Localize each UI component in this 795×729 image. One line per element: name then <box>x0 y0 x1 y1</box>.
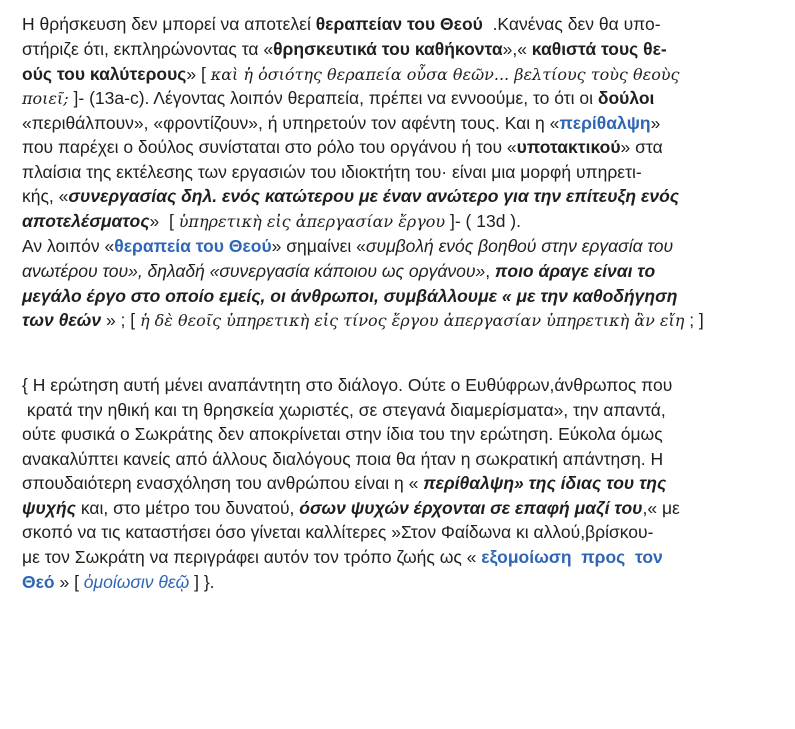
text-segment: δούλοι <box>597 88 655 108</box>
text-segment: ὑπηρετικὴ εἰς ἀπεργασίαν ἔργου <box>178 212 446 231</box>
text-segment: συμβολή ενός βοηθού στην εργασία του <box>365 236 674 256</box>
text-line <box>22 188 679 206</box>
text-line <box>22 164 642 182</box>
text-line <box>22 549 663 567</box>
text-segment: » [ <box>54 572 84 592</box>
text-segment: κρατά την ηθική και τη θρησκεία χωριστές, σε στεγανά διαμερίσματα», την απαντά, <box>22 400 666 420</box>
text-segment: ὁμοίωσιν θεῷ <box>83 572 190 592</box>
text-segment: » στα <box>620 137 663 157</box>
text-segment: » σημαίνει « <box>271 236 366 256</box>
text-line <box>22 238 673 256</box>
text-segment: καθιστά τους θε- <box>531 39 667 59</box>
text-segment: .Κανένας δεν θα υπο- <box>482 14 661 34</box>
text-segment: » ; [ <box>101 310 140 330</box>
text-segment: Αν λοιπόν « <box>22 236 115 256</box>
text-segment: ποιο άραγε είναι το <box>494 261 656 281</box>
text-segment: Η θρήσκευση δεν μπορεί να αποτελεί <box>22 14 316 34</box>
text-segment: ανωτέρου του», δηλαδή «συνεργασία κάποιου ως οργάνου» <box>22 261 486 281</box>
text-line <box>22 263 655 281</box>
text-segment: ,« με <box>642 498 680 518</box>
text-line <box>22 574 215 592</box>
text-segment: καὶ ἡ ὁσιότης θεραπεία οὖσα θεῶν... βελτίους τοὺς θεοὺς <box>210 65 680 84</box>
text-segment: στήριζε ότι, εκπληρώνοντας τα « <box>22 39 274 59</box>
text-segment: υποτακτικού <box>516 137 621 157</box>
text-segment: με τον Σωκράτη να περιγράφει αυτόν τον τρόπο ζωής ως « <box>22 547 482 567</box>
text-line <box>22 312 704 330</box>
text-line <box>22 41 667 59</box>
text-segment: σπουδαιότερη ενασχόληση του ανθρώπου είναι η « <box>22 473 424 493</box>
text-segment: ]- ( 13d ). <box>445 211 521 231</box>
text-segment: θεραπείαν του Θεού <box>315 14 483 34</box>
text-line <box>22 524 653 542</box>
text-segment: μεγάλο έργο στο οποίο εμείς, οι άνθρωποι, συμβάλλουμε « με την καθοδήγηση <box>22 286 678 306</box>
text-segment: ψυχής <box>22 498 76 518</box>
text-segment: { Η ερώτηση αυτή μένει αναπάντητη στο διάλογο. Ούτε ο Ευθύφρων,άνθρωπος που <box>22 375 673 395</box>
text-segment: ]- (13a-c). Λέγοντας λοιπόν θεραπεία, πρέπει να εννοούμε, το ότι οι <box>68 88 598 108</box>
text-segment: των θεών <box>22 310 102 330</box>
text-segment: ούς του καλύτερους <box>22 64 187 84</box>
text-segment: πλαίσια της εκτέλεσης των εργασιών του ιδιοκτήτη του· είναι μια μορφή υπηρετι- <box>22 162 642 182</box>
text-segment: εξομοίωση προς τον <box>481 547 663 567</box>
text-segment: και, στο μέτρο του δυνατού, <box>76 498 300 518</box>
text-segment: «περιθάλπουν», «φροντίζουν», ή υπηρετούν τον αφέντη τους. Και η « <box>22 113 560 133</box>
text-line <box>22 451 663 469</box>
text-segment: » [ <box>186 64 211 84</box>
text-segment: που παρέχει ο δούλος συνίσταται στο ρόλο του οργάνου ή του « <box>22 137 517 157</box>
text-line <box>22 500 680 518</box>
text-line <box>22 115 660 133</box>
text-segment: θρησκευτικά του καθήκοντα <box>273 39 503 59</box>
text-line <box>22 16 661 34</box>
text-segment: ανακαλύπτει κανείς από άλλους διαλόγους ποια θα ήταν η σωκρατική απάντηση. Η <box>22 449 664 469</box>
text-segment: » <box>650 113 661 133</box>
text-segment: ] }. <box>189 572 215 592</box>
text-segment: σκοπό να τις καταστήσει όσο γίνεται καλλίτερες »Στον Φαίδωνα κι αλλού,βρίσκου- <box>22 522 654 542</box>
text-segment: ούτε φυσικά ο Σωκράτης δεν αποκρίνεται στην ίδια του την ερώτηση. Εύκολα όμως <box>22 424 663 444</box>
text-segment: θεραπεία του Θεού <box>114 236 272 256</box>
text-line <box>22 475 666 493</box>
text-segment: » [ <box>149 211 179 231</box>
text-segment: περίθαλψη <box>559 113 651 133</box>
text-segment: συνεργασίας δηλ. ενός κατώτερου με έναν ανώτερο για την επίτευξη ενός <box>68 186 680 206</box>
text-segment: »,« <box>502 39 532 59</box>
text-segment: όσων ψυχών έρχονται σε επαφή μαζί του <box>299 498 643 518</box>
text-line <box>22 90 654 108</box>
text-line <box>22 66 680 84</box>
text-segment: , <box>485 261 495 281</box>
text-segment: Θεό <box>22 572 55 592</box>
text-line <box>22 377 672 395</box>
text-line <box>22 288 677 306</box>
text-segment: ἡ δὲ θεοῖς ὑπηρετικὴ εἰς τίνος ἔργου ἀπεργασίαν ὑπηρετικὴ ἂν εἴη <box>139 311 685 330</box>
text-segment: αποτελέσματος <box>22 211 150 231</box>
text-segment: περίθαλψη» της ίδιας του της <box>423 473 667 493</box>
text-segment: κής, « <box>22 186 69 206</box>
text-segment: ; ] <box>684 310 704 330</box>
text-segment: ποιεῖ; <box>22 89 69 108</box>
text-line <box>22 402 666 420</box>
text-line <box>22 426 663 444</box>
text-line <box>22 139 663 157</box>
text-line <box>22 213 521 231</box>
